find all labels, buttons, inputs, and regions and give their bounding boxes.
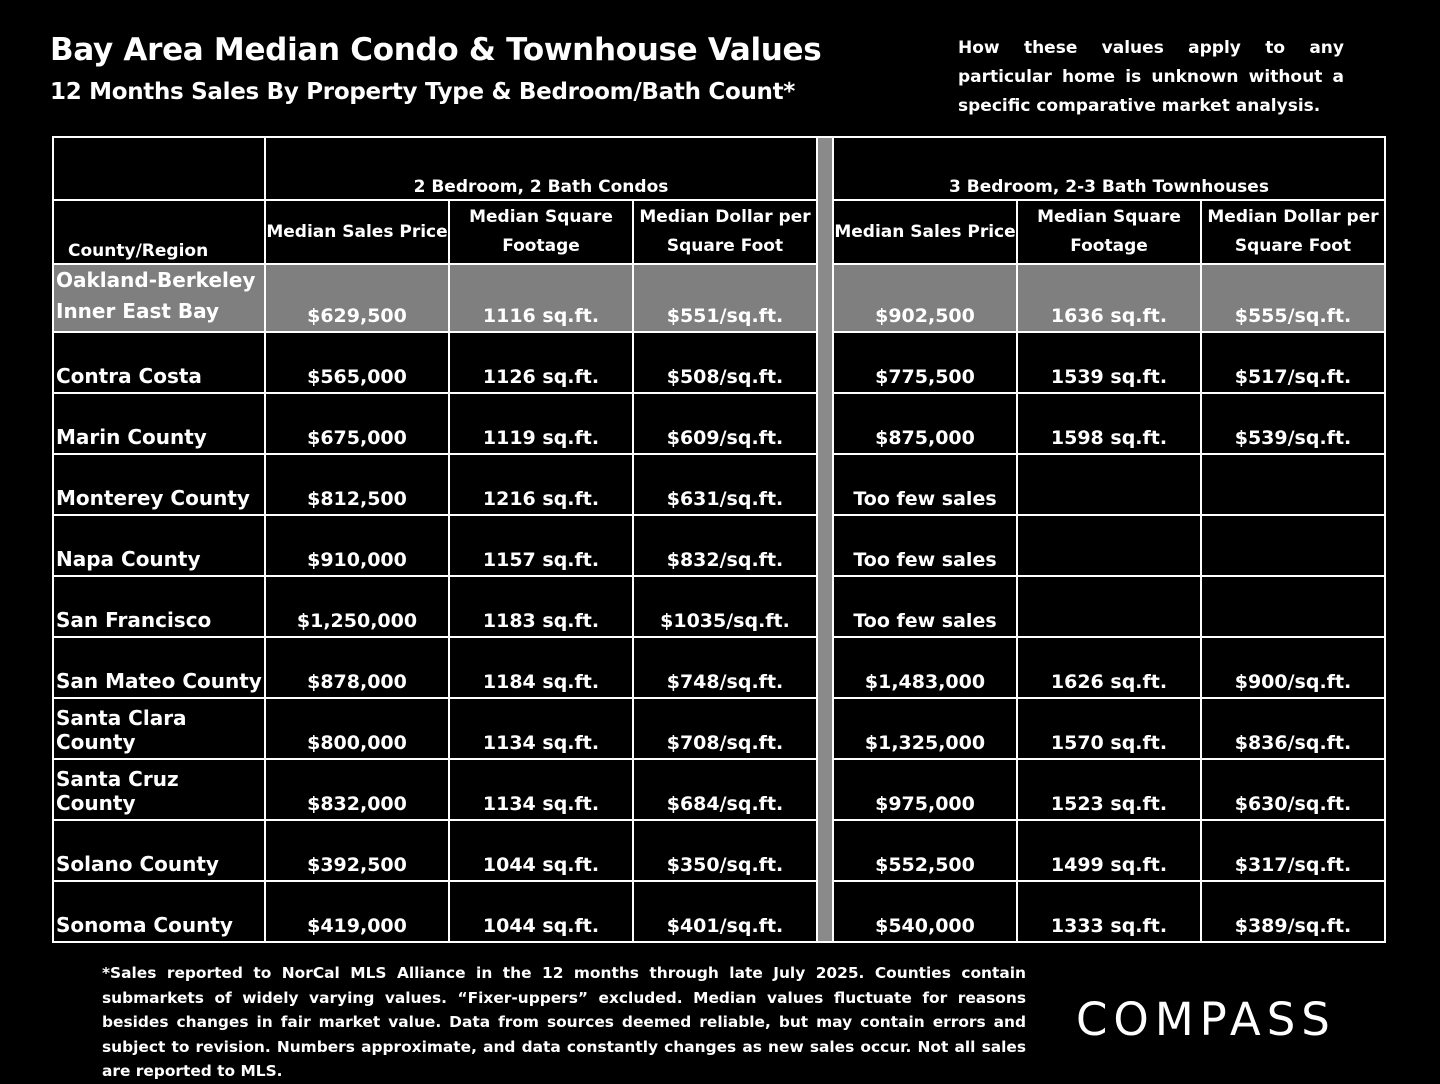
table-row [53, 576, 1385, 637]
group-header-row [53, 137, 1385, 200]
table-row [53, 515, 1385, 576]
condo-sqft: 1116 sq.ft. [449, 264, 633, 332]
condo-price: $812,500 [265, 454, 449, 515]
townhouse-price: $975,000 [833, 759, 1017, 820]
table-row [53, 637, 1385, 698]
townhouse-sqft [1017, 515, 1201, 576]
townhouse-dpsf: $900/sq.ft. [1201, 637, 1385, 698]
page-title: Bay Area Median Condo & Townhouse Values [50, 32, 822, 68]
footnote-text: *Sales reported to NorCal MLS Alliance in the 12 months through late July 2025. Counties contain submarkets of widely varying values. “Fixer-uppers” excluded. Median values fluctuate for reasons besides changes in fair market value. Data from sources deemed reliable, but may contain errors and subject to revision. Numbers approximate, and data constantly changes as new sales occur. Not all sales are reported to MLS. [102, 964, 1026, 1080]
townhouse-price: Too few sales [833, 454, 1017, 515]
values-table [52, 136, 1386, 943]
region-name: Santa Cruz County [53, 759, 265, 820]
townhouse-dpsf: $389/sq.ft. [1201, 881, 1385, 942]
table-row [53, 454, 1385, 515]
condo-sqft: 1126 sq.ft. [449, 332, 633, 393]
region-column-header: County/Region [53, 200, 265, 264]
condo-sqft: 1134 sq.ft. [449, 759, 633, 820]
condo-dpsf: $609/sq.ft. [633, 393, 817, 454]
region-name: Solano County [53, 820, 265, 881]
condo-sqft: 1044 sq.ft. [449, 881, 633, 942]
table-row [53, 820, 1385, 881]
region-name: Contra Costa [53, 332, 265, 393]
condo-price: $392,500 [265, 820, 449, 881]
condo-dpsf: $350/sq.ft. [633, 820, 817, 881]
condo-sqft: 1044 sq.ft. [449, 820, 633, 881]
condo-price: $629,500 [265, 264, 449, 332]
region-name: Marin County [53, 393, 265, 454]
condo-sqft: 1134 sq.ft. [449, 698, 633, 759]
condo-dpsf-header: Median Dollar per Square Foot [633, 200, 817, 264]
townhouse-price: $775,500 [833, 332, 1017, 393]
townhouse-sqft: 1570 sq.ft. [1017, 698, 1201, 759]
townhouse-sqft: 1626 sq.ft. [1017, 637, 1201, 698]
condo-price: $565,000 [265, 332, 449, 393]
townhouse-sqft [1017, 454, 1201, 515]
townhouse-dpsf: $630/sq.ft. [1201, 759, 1385, 820]
table-row [53, 264, 1385, 332]
table-row [53, 393, 1385, 454]
condo-dpsf: $748/sq.ft. [633, 637, 817, 698]
region-name: San Mateo County [53, 637, 265, 698]
townhouse-dpsf: $517/sq.ft. [1201, 332, 1385, 393]
region-name: Sonoma County [53, 881, 265, 942]
townhouse-price: $902,500 [833, 264, 1017, 332]
region-name: Oakland-Berkeley Inner East Bay [53, 264, 265, 332]
condo-dpsf: $551/sq.ft. [633, 264, 817, 332]
table-row [53, 881, 1385, 942]
condo-price: $675,000 [265, 393, 449, 454]
condo-price: $910,000 [265, 515, 449, 576]
townhouse-dpsf [1201, 576, 1385, 637]
condo-sqft: 1157 sq.ft. [449, 515, 633, 576]
group-divider [817, 137, 833, 942]
compass-logo: COMPASS [1076, 993, 1336, 1046]
region-name: San Francisco [53, 576, 265, 637]
townhouse-dpsf: $539/sq.ft. [1201, 393, 1385, 454]
condo-price: $878,000 [265, 637, 449, 698]
table-row [53, 332, 1385, 393]
townhouse-price: $1,483,000 [833, 637, 1017, 698]
condo-sqft: 1216 sq.ft. [449, 454, 633, 515]
condo-price-header: Median Sales Price [265, 200, 449, 264]
condo-dpsf: $708/sq.ft. [633, 698, 817, 759]
townhouse-price: $552,500 [833, 820, 1017, 881]
townhouse-price: $1,325,000 [833, 698, 1017, 759]
empty-corner-cell [53, 137, 265, 200]
region-name: Monterey County [53, 454, 265, 515]
condo-price: $832,000 [265, 759, 449, 820]
condo-dpsf: $832/sq.ft. [633, 515, 817, 576]
townhouse-sqft: 1523 sq.ft. [1017, 759, 1201, 820]
condo-price: $1,250,000 [265, 576, 449, 637]
condo-price: $800,000 [265, 698, 449, 759]
table-row [53, 698, 1385, 759]
townhouse-sqft-header: Median Square Footage [1017, 200, 1201, 264]
condo-price: $419,000 [265, 881, 449, 942]
condo-dpsf: $1035/sq.ft. [633, 576, 817, 637]
townhouse-dpsf: $317/sq.ft. [1201, 820, 1385, 881]
condo-dpsf: $631/sq.ft. [633, 454, 817, 515]
townhouse-dpsf-header: Median Dollar per Square Foot [1201, 200, 1385, 264]
region-name: Napa County [53, 515, 265, 576]
townhouse-sqft: 1333 sq.ft. [1017, 881, 1201, 942]
townhouse-price-header: Median Sales Price [833, 200, 1017, 264]
townhouse-price: Too few sales [833, 576, 1017, 637]
condo-dpsf: $684/sq.ft. [633, 759, 817, 820]
group-header-townhouses: 3 Bedroom, 2-3 Bath Townhouses [833, 137, 1385, 200]
table-row [53, 759, 1385, 820]
disclaimer-text: How these values apply to any particular home is unknown without a specific comparative market analysis. [958, 38, 1344, 116]
condo-sqft: 1183 sq.ft. [449, 576, 633, 637]
page-subtitle: 12 Months Sales By Property Type & Bedroom/Bath Count* [50, 79, 796, 105]
condo-dpsf: $508/sq.ft. [633, 332, 817, 393]
townhouse-sqft: 1636 sq.ft. [1017, 264, 1201, 332]
townhouse-dpsf [1201, 454, 1385, 515]
condo-sqft: 1184 sq.ft. [449, 637, 633, 698]
condo-sqft-header: Median Square Footage [449, 200, 633, 264]
group-header-condos: 2 Bedroom, 2 Bath Condos [265, 137, 817, 200]
townhouse-sqft: 1499 sq.ft. [1017, 820, 1201, 881]
townhouse-price: Too few sales [833, 515, 1017, 576]
condo-dpsf: $401/sq.ft. [633, 881, 817, 942]
townhouse-dpsf [1201, 515, 1385, 576]
townhouse-price: $540,000 [833, 881, 1017, 942]
townhouse-price: $875,000 [833, 393, 1017, 454]
townhouse-dpsf: $836/sq.ft. [1201, 698, 1385, 759]
townhouse-sqft [1017, 576, 1201, 637]
condo-sqft: 1119 sq.ft. [449, 393, 633, 454]
region-name: Santa Clara County [53, 698, 265, 759]
townhouse-sqft: 1539 sq.ft. [1017, 332, 1201, 393]
column-header-row [53, 200, 1385, 264]
townhouse-sqft: 1598 sq.ft. [1017, 393, 1201, 454]
townhouse-dpsf: $555/sq.ft. [1201, 264, 1385, 332]
